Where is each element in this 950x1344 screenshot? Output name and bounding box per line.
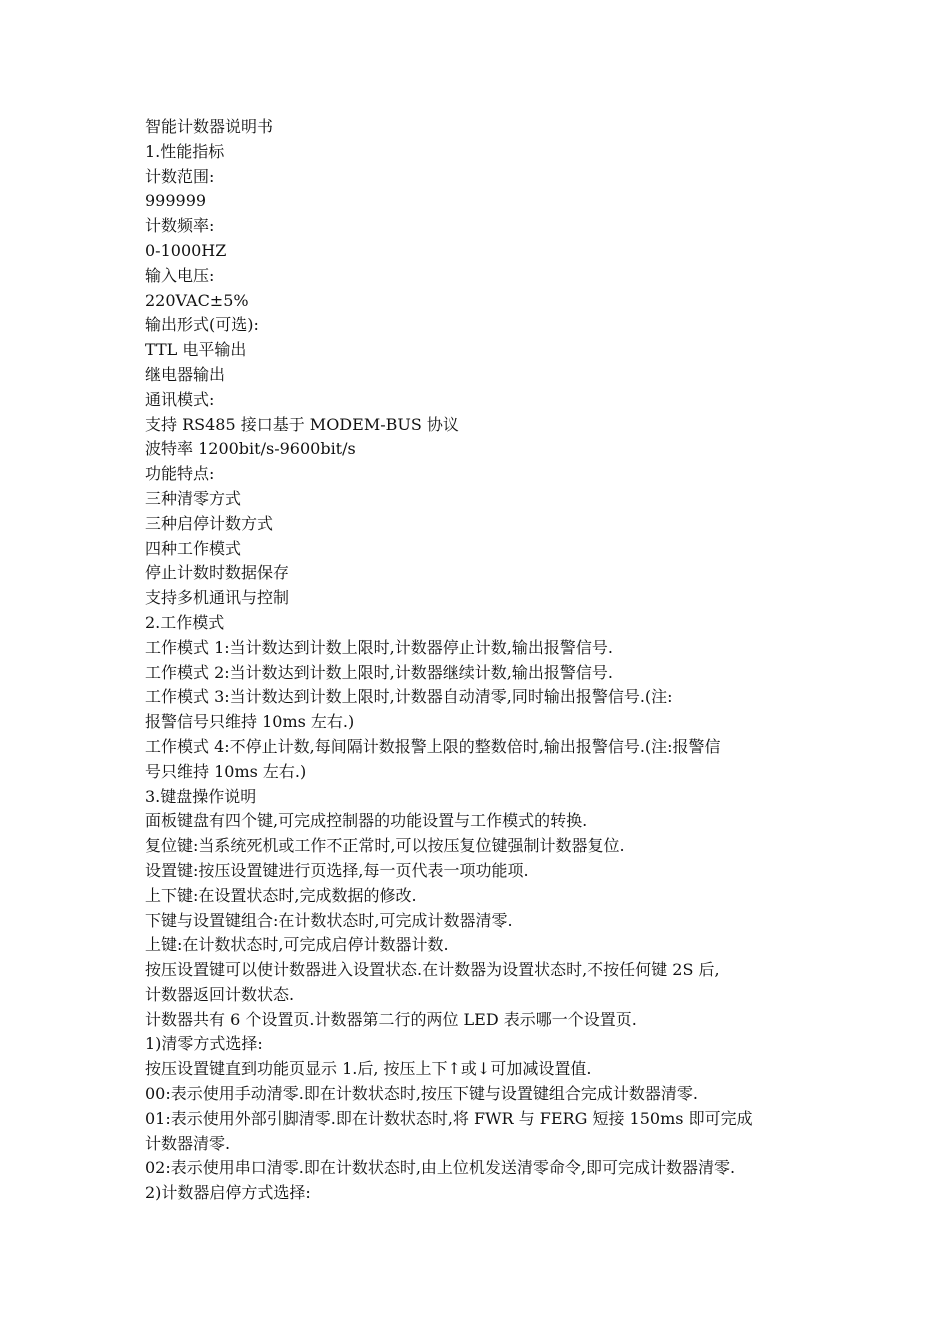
doc-line: 继电器输出 [145, 364, 226, 384]
doc-line: 00:表示使用手动清零.即在计数状态时,按压下键与设置键组合完成计数器清零. [145, 1084, 699, 1104]
doc-line: 设置键:按压设置键进行页选择,每一页代表一项功能项. [145, 860, 529, 880]
doc-line: 输出形式(可选): [145, 315, 259, 335]
doc-line: 上下键:在设置状态时,完成数据的修改. [145, 885, 417, 905]
doc-line: 功能特点: [145, 464, 215, 484]
doc-line: 工作模式 2:当计数达到计数上限时,计数器继续计数,输出报警信号. [145, 662, 613, 682]
doc-line: 面板键盘有四个键,可完成控制器的功能设置与工作模式的转换. [145, 811, 588, 831]
doc-line: 四种工作模式 [145, 538, 242, 558]
doc-line: 三种清零方式 [145, 488, 242, 508]
document-page [145, 115, 825, 1206]
doc-line: 3.键盘操作说明 [145, 786, 257, 806]
doc-line: TTL 电平输出 [145, 340, 247, 360]
doc-line: 1.性能指标 [145, 141, 225, 161]
doc-line: 上键:在计数状态时,可完成启停计数器计数. [145, 935, 449, 955]
doc-line: 220VAC±5% [145, 290, 249, 310]
doc-line: 0-1000HZ [145, 240, 227, 260]
doc-line: 2)计数器启停方式选择: [145, 1183, 311, 1203]
doc-line: 通讯模式: [145, 389, 215, 409]
doc-line: 支持多机通讯与控制 [145, 588, 290, 608]
doc-line: 支持 RS485 接口基于 MODEM-BUS 协议 [145, 414, 459, 434]
doc-line: 输入电压: [145, 265, 215, 285]
doc-line: 报警信号只维持 10ms 左右.) [145, 712, 355, 732]
doc-line: 计数器返回计数状态. [145, 984, 295, 1004]
doc-line: 01:表示使用外部引脚清零.即在计数状态时,将 FWR 与 FERG 短接 150ms 即可完成 [145, 1108, 753, 1128]
doc-line: 工作模式 1:当计数达到计数上限时,计数器停止计数,输出报警信号. [145, 637, 613, 657]
doc-line: 按压设置键直到功能页显示 1.后, 按压上下↑或↓可加减设置值. [145, 1059, 592, 1079]
doc-line: 停止计数时数据保存 [145, 563, 290, 583]
doc-line: 2.工作模式 [145, 612, 225, 632]
doc-line: 工作模式 4:不停止计数,每间隔计数报警上限的整数倍时,输出报警信号.(注:报警信 [145, 736, 721, 756]
doc-title: 智能计数器说明书 [145, 117, 274, 136]
doc-line: 复位键:当系统死机或工作不正常时,可以按压复位键强制计数器复位. [145, 836, 625, 856]
doc-line: 计数器共有 6 个设置页.计数器第二行的两位 LED 表示哪一个设置页. [145, 1009, 637, 1029]
doc-line: 999999 [145, 191, 207, 211]
doc-line: 下键与设置键组合:在计数状态时,可完成计数器清零. [145, 910, 513, 930]
doc-line: 1)清零方式选择: [145, 1034, 263, 1054]
doc-line: 波特率 1200bit/s-9600bit/s [145, 439, 356, 459]
doc-line: 计数器清零. [145, 1133, 231, 1153]
doc-line: 按压设置键可以使计数器进入设置状态.在计数器为设置状态时,不按任何键 2S 后, [145, 960, 720, 980]
doc-line: 02:表示使用串口清零.即在计数状态时,由上位机发送清零命令,即可完成计数器清零. [145, 1158, 736, 1178]
doc-line: 三种启停计数方式 [145, 513, 274, 533]
doc-line: 号只维持 10ms 左右.) [145, 761, 307, 781]
doc-line: 工作模式 3:当计数达到计数上限时,计数器自动清零,同时输出报警信号.(注: [145, 687, 673, 707]
doc-line: 计数频率: [145, 216, 215, 236]
doc-line: 计数范围: [145, 166, 215, 186]
